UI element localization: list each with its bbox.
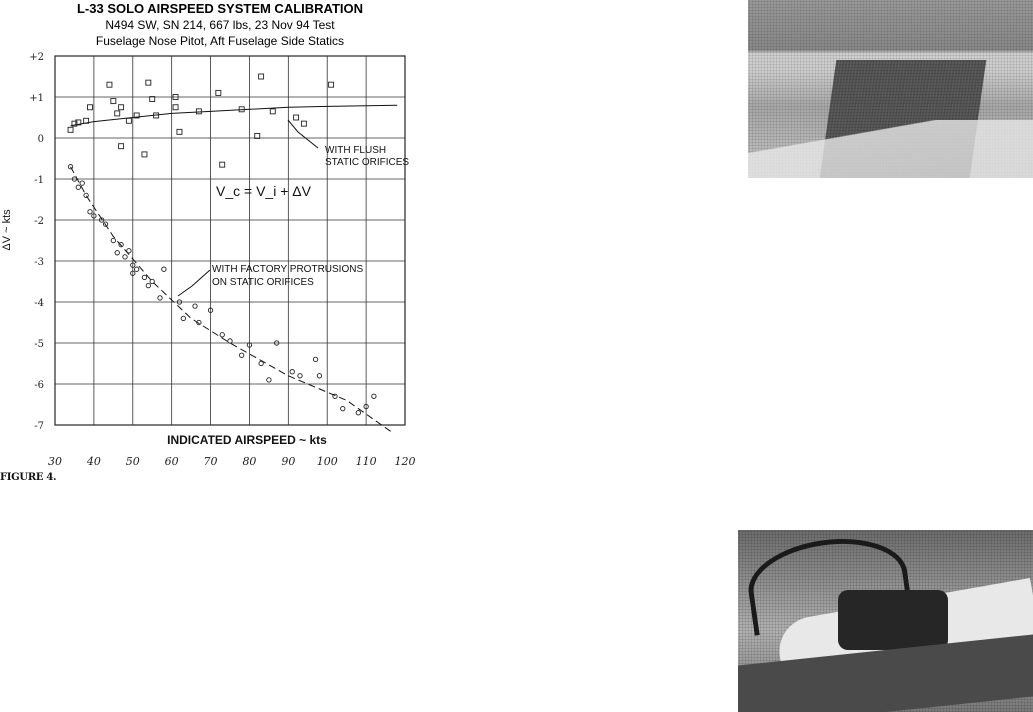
x-tick-label: 90: [281, 455, 296, 468]
factory-data-point: [372, 394, 376, 398]
flush-data-point: [119, 105, 124, 110]
photo-light-wedge: [748, 120, 1033, 178]
plot-frame: [55, 56, 405, 425]
chart-title: L-33 SOLO AIRSPEED SYSTEM CALIBRATION: [76, 1, 364, 16]
flush-data-point: [68, 127, 73, 132]
y-tick-label: -2: [34, 216, 44, 227]
figure-caption: FIGURE 4.: [0, 472, 57, 483]
factory-data-point: [111, 238, 115, 242]
chart-subtitle-2: Fuselage Nose Pitot, Aft Fuselage Side Statics: [95, 34, 345, 48]
factory-data-point: [80, 181, 84, 185]
glider-cockpit-photo: [738, 530, 1033, 712]
factory-data-point: [123, 255, 127, 259]
factory-data-point: [88, 210, 92, 214]
factory-data-point: [158, 296, 162, 300]
y-tick-label: +2: [29, 52, 44, 63]
factory-data-point: [239, 353, 243, 357]
y-tick-label: -1: [34, 175, 44, 186]
chart-subtitle-1: N494 SW, SN 214, 667 lbs, 23 Nov 94 Test: [105, 18, 335, 32]
y-tick-label: 0: [37, 134, 44, 145]
y-tick-label: -4: [34, 298, 44, 309]
flush-data-point: [329, 82, 334, 87]
x-tick-label: 40: [86, 455, 101, 468]
calibration-chart: [0, 0, 440, 500]
y-tick-label: -5: [34, 339, 44, 350]
x-tick-label: 30: [48, 455, 62, 468]
flush-data-point: [216, 90, 221, 95]
y-axis-label: ΔV ~ kts: [1, 209, 13, 251]
y-tick-label: -7: [34, 421, 44, 432]
factory-data-point: [181, 316, 185, 320]
factory-data-point: [356, 411, 360, 415]
aircraft-detail-photo: [748, 0, 1033, 178]
x-tick-label: 60: [164, 455, 179, 468]
y-tick-label: +1: [29, 93, 44, 104]
flush-annotation-line-2: STATIC ORIFICES: [325, 157, 410, 168]
factory-fit-line: [71, 167, 394, 434]
x-tick-labels: [48, 455, 416, 468]
factory-data-point: [290, 370, 294, 374]
flush-annotation-line-1: WITH FLUSH: [325, 145, 387, 156]
factory-data-point: [150, 279, 154, 283]
grid: [55, 56, 405, 425]
flush-data-point: [126, 118, 131, 123]
factory-data-point: [146, 283, 150, 287]
factory-data-point: [259, 361, 263, 365]
x-tick-label: 50: [125, 455, 140, 468]
flush-annotation-leader: [288, 120, 318, 148]
y-tick-label: -3: [34, 257, 44, 268]
factory-data-point: [333, 394, 337, 398]
factory-annotation-line-1: WITH FACTORY PROTRUSIONS: [212, 264, 364, 275]
factory-data-point: [220, 333, 224, 337]
factory-data-point: [313, 357, 317, 361]
factory-annotation-leader: [178, 270, 210, 296]
chart-svg: [0, 0, 440, 500]
x-axis-label: INDICATED AIRSPEED ~ kts: [167, 433, 327, 447]
flush-data-point: [115, 111, 120, 116]
flush-data-point: [173, 105, 178, 110]
flush-data-point: [301, 121, 306, 126]
flush-data-point: [146, 80, 151, 85]
factory-data-point: [142, 275, 146, 279]
factory-data-point: [84, 193, 88, 197]
x-tick-label: 120: [394, 455, 416, 468]
x-tick-label: 80: [242, 455, 257, 468]
data-series: [68, 74, 397, 433]
flush-data-point: [259, 74, 264, 79]
factory-data-point: [76, 185, 80, 189]
flush-data-point: [220, 162, 225, 167]
flush-data-point: [142, 152, 147, 157]
x-tick-label: 70: [203, 455, 218, 468]
flush-data-point: [107, 82, 112, 87]
flush-data-point: [119, 144, 124, 149]
factory-data-point: [68, 165, 72, 169]
flush-data-point: [177, 129, 182, 134]
factory-annotation-line-2: ON STATIC ORIFICES: [212, 277, 314, 288]
y-tick-label: -6: [34, 380, 44, 391]
x-tick-label: 110: [355, 455, 377, 468]
photo-cockpit: [838, 590, 948, 650]
x-tick-label: 100: [316, 455, 338, 468]
flush-data-point: [294, 115, 299, 120]
factory-data-point: [115, 251, 119, 255]
factory-data-point: [317, 374, 321, 378]
factory-data-point: [134, 267, 138, 271]
factory-data-point: [341, 406, 345, 410]
equation-label: V_c = V_i + ΔV: [216, 183, 311, 199]
factory-data-point: [127, 249, 131, 253]
factory-data-point: [267, 378, 271, 382]
flush-data-point: [270, 109, 275, 114]
flush-data-point: [196, 109, 201, 114]
y-tick-labels: [29, 52, 44, 432]
flush-data-point: [88, 105, 93, 110]
factory-data-point: [228, 339, 232, 343]
factory-data-point: [162, 267, 166, 271]
factory-data-point: [298, 374, 302, 378]
flush-data-point: [111, 99, 116, 104]
factory-data-point: [193, 304, 197, 308]
